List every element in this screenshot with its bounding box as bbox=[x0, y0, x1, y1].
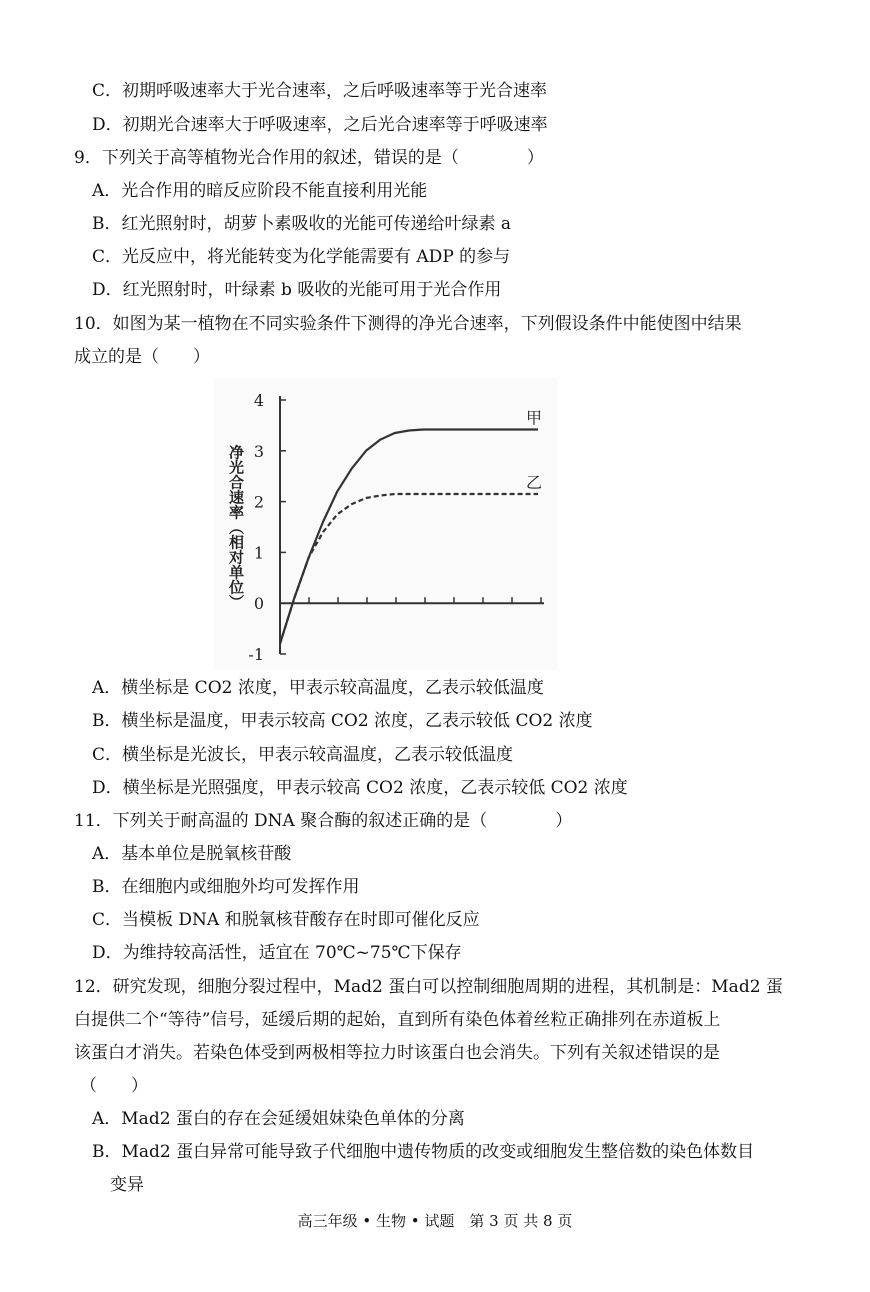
chart-svg bbox=[214, 378, 558, 670]
q9-stem: 9．下列关于高等植物光合作用的叙述，错误的是（ ） bbox=[74, 148, 544, 168]
q12-option-b-line1: B．Mad2 蛋白异常可能导致子代细胞中遗传物质的改变或细胞发生整倍数的染色体数目 bbox=[92, 1142, 755, 1162]
series-label: 乙 bbox=[526, 472, 543, 492]
q11-option-c: C．当模板 DNA 和脱氧核苷酸存在时即可催化反应 bbox=[92, 910, 480, 930]
q11-option-a: A．基本单位是脱氧核苷酸 bbox=[92, 844, 292, 864]
q10-option-d: D．横坐标是光照强度，甲表示较高 CO2 浓度，乙表示较低 CO2 浓度 bbox=[92, 778, 628, 798]
y-tick-label: -1 bbox=[248, 645, 264, 664]
q12-stem-line3: 该蛋白才消失。若染色体受到两极相等拉力时该蛋白也会消失。下列有关叙述错误的是 bbox=[74, 1043, 720, 1063]
page-footer: 高三年级 • 生物 • 试题 第 3 页 共 8 页 bbox=[297, 1212, 573, 1230]
q9-option-a: A．光合作用的暗反应阶段不能直接利用光能 bbox=[92, 181, 428, 201]
series-label: 甲 bbox=[526, 408, 543, 428]
y-tick-label: 2 bbox=[253, 492, 264, 512]
q10-option-b: B．横坐标是温度，甲表示较高 CO2 浓度，乙表示较低 CO2 浓度 bbox=[92, 711, 593, 731]
q8-option-d: D．初期光合速率大于呼吸速率，之后光合速率等于呼吸速率 bbox=[92, 115, 548, 135]
q10-option-c: C．横坐标是光波长，甲表示较高温度，乙表示较低温度 bbox=[92, 745, 514, 765]
y-tick-label: 1 bbox=[253, 543, 264, 563]
q10-stem-line1: 10．如图为某一植物在不同实验条件下测得的净光合速率，下列假设条件中能使图中结果 bbox=[74, 314, 742, 334]
y-axis-label: 净光合速率（相对单位） bbox=[227, 444, 245, 610]
q12-option-b-line2: 变异 bbox=[110, 1175, 144, 1195]
q12-option-a: A．Mad2 蛋白的存在会延缓姐妹染色单体的分离 bbox=[92, 1109, 465, 1129]
chart-background bbox=[214, 378, 558, 670]
q11-option-d: D．为维持较高活性，适宜在 70℃~75℃下保存 bbox=[92, 943, 462, 963]
y-tick-label: 3 bbox=[253, 441, 264, 461]
net-photosynthesis-chart bbox=[214, 378, 558, 670]
q8-option-c: C．初期呼吸速率大于光合速率，之后呼吸速率等于光合速率 bbox=[92, 81, 548, 101]
y-tick-label: 4 bbox=[253, 391, 264, 410]
q11-option-b: B．在细胞内或细胞外均可发挥作用 bbox=[92, 877, 360, 897]
q11-stem: 11．下列关于耐高温的 DNA 聚合酶的叙述正确的是（ ） bbox=[74, 811, 573, 831]
y-tick-label: 0 bbox=[253, 594, 264, 614]
q9-option-d: D．红光照射时，叶绿素 b 吸收的光能可用于光合作用 bbox=[92, 280, 502, 300]
q12-stem-line4: （ ） bbox=[80, 1076, 148, 1096]
q9-option-b: B．红光照射时，胡萝卜素吸收的光能可传递给叶绿素 a bbox=[92, 214, 512, 234]
q10-stem-line2: 成立的是（ ） bbox=[74, 347, 210, 367]
q9-option-c: C．光反应中，将光能转变为化学能需要有 ADP 的参与 bbox=[92, 247, 511, 267]
q12-stem-line2: 白提供二个“等待”信号，延缓后期的起始，直到所有染色体着丝粒正确排列在赤道板上 bbox=[74, 1010, 721, 1030]
q10-option-a: A．横坐标是 CO2 浓度，甲表示较高温度，乙表示较低温度 bbox=[92, 678, 544, 698]
q12-stem-line1: 12．研究发现，细胞分裂过程中，Mad2 蛋白可以控制细胞周期的进程，其机制是：Mad2 蛋 bbox=[74, 977, 783, 997]
